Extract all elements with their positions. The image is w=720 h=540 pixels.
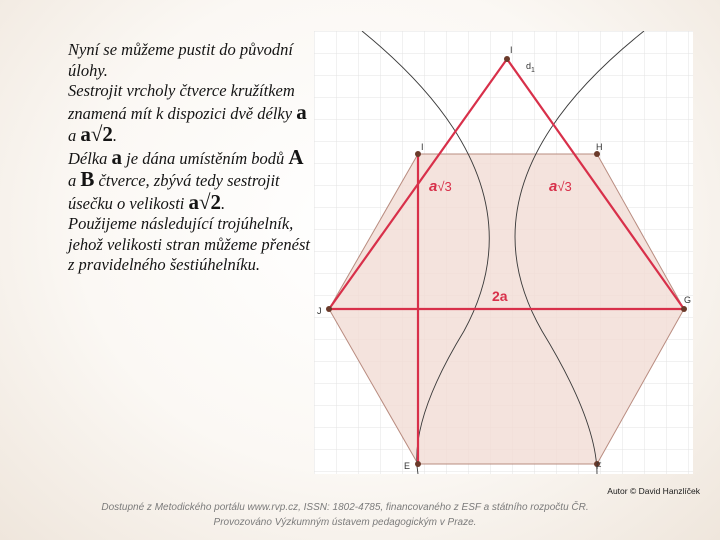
point-e: [415, 461, 421, 467]
label-line: $d_1$: [526, 61, 535, 74]
p3-text-c: a: [68, 171, 81, 190]
p3-end: .: [221, 193, 226, 213]
explanation-text: [68, 40, 310, 276]
side-label-right: a√3: [549, 178, 572, 195]
symbol-a: a: [111, 144, 123, 169]
geometry-figure: [314, 31, 693, 474]
p3-text: Délka: [68, 148, 112, 168]
author-credit: Autor © David Hanzlíček: [607, 486, 700, 496]
label-f: F: [596, 461, 602, 471]
paragraph-3: [68, 144, 310, 215]
side-label-left: a√3: [429, 178, 452, 195]
footer-line-2: Provozováno Výzkumným ústavem pedagogickým v Praze.: [213, 517, 477, 528]
p4-text: Použijeme následující trojúhelník, jehož velikosti stran můžeme přenést z pravidelného šestiúhelníku.: [68, 214, 310, 274]
paragraph-1: [68, 40, 310, 81]
point-apex: [504, 56, 510, 62]
label-upper-left: I: [421, 142, 424, 152]
label-h: H: [596, 142, 603, 152]
point-g: [681, 306, 687, 312]
footer: [60, 500, 630, 530]
hexagon-triangle-diagram: [314, 31, 693, 474]
p2-end: .: [112, 126, 118, 145]
label-apex: I: [510, 45, 513, 55]
symbol-a: a: [296, 99, 307, 124]
symbol-B: B: [80, 167, 95, 191]
symbol-a-sqrt2: a√2: [188, 189, 222, 214]
label-g: G: [684, 295, 692, 305]
label-e: E: [404, 461, 411, 471]
paragraph-2: [68, 81, 310, 147]
p1-text: Nyní se můžeme pustit do původní úlohy.: [68, 40, 294, 80]
point-j: [326, 306, 332, 312]
p2-mid: a: [68, 126, 81, 145]
p3-text-d: čtverce, zbývá tedy sestrojit úsečku o velikosti: [68, 171, 280, 213]
symbol-A: A: [288, 144, 304, 169]
p3-text-b: je dána umístěním bodů: [122, 148, 289, 168]
side-label-base: 2a: [492, 288, 508, 304]
paragraph-4: [68, 214, 310, 276]
footer-line-1: Dostupné z Metodického portálu www.rvp.cz, ISSN: 1802-4785, financovaného z ESF a státního rozpočtu ČR.: [101, 502, 589, 513]
symbol-a-sqrt2: a√2: [80, 122, 113, 146]
label-j: J: [317, 306, 322, 316]
p2-text: Sestrojit vrcholy čtverce kružítkem znamená mít k dispozici dvě délky: [68, 81, 297, 123]
